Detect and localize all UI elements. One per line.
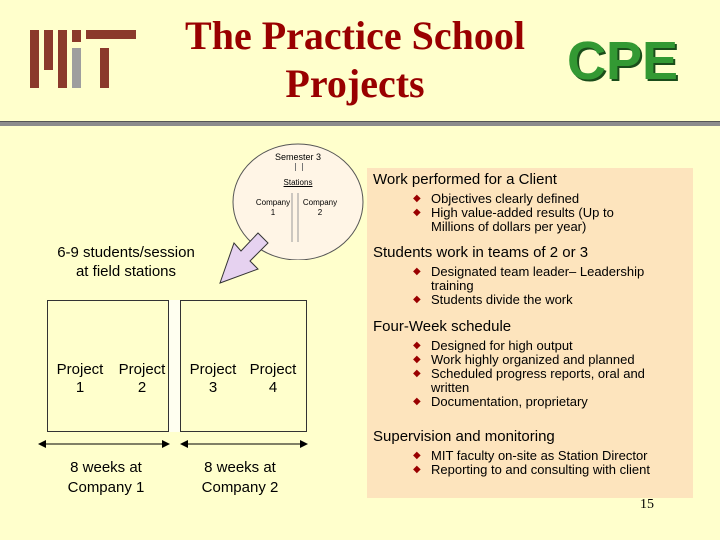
cpe-badge: CPE — [567, 31, 679, 91]
students-note: 6-9 students/session at field stations — [57, 244, 195, 280]
mit-logo — [30, 30, 140, 90]
section-heading: Four-Week schedule — [373, 318, 512, 335]
title-line-2: Projects — [285, 61, 425, 106]
pointer-arrow — [212, 225, 276, 289]
section-3 — [373, 318, 691, 409]
bullet-item: ◆ Reporting to and consulting with client — [401, 463, 691, 477]
project-2: Project 2 — [118, 361, 166, 396]
section-2 — [373, 244, 691, 307]
bullet-item: ◆ Work highly organized and planned — [401, 353, 691, 367]
bullet-item: ◆ High value-added results (Up to Millions of dollars per year) — [401, 206, 691, 234]
company-1-label: Company 1 — [255, 198, 291, 217]
stations-label: Stations — [283, 178, 313, 187]
bullet-item: ◆ Documentation, proprietary — [401, 395, 691, 409]
page-number: 15 — [640, 497, 654, 512]
title-line-1: The Practice School — [185, 13, 525, 58]
bullet-item: ◆ Scheduled progress reports, oral and written — [401, 367, 691, 395]
title-rule — [0, 121, 720, 126]
section-1 — [373, 171, 691, 234]
slide-title — [150, 12, 560, 108]
station-ticks — [295, 163, 303, 171]
column-divider-right — [180, 300, 181, 432]
bullet-item: ◆ Objectives clearly defined — [401, 192, 691, 206]
project-1: Project 1 — [56, 361, 104, 396]
duration-company-2: 8 weeks at Company 2 — [201, 459, 279, 496]
bullet-item: ◆ Students divide the work — [401, 293, 691, 307]
project-3: Project 3 — [189, 361, 237, 396]
section-4 — [373, 428, 691, 477]
section-heading: Work performed for a Client — [373, 171, 557, 188]
duration-company-1: 8 weeks at Company 1 — [67, 459, 145, 496]
bullet-item: ◆ MIT faculty on-site as Station Director — [401, 449, 691, 463]
duration-arrows — [38, 436, 318, 452]
company-2-label: Company 2 — [302, 198, 338, 217]
section-heading: Students work in teams of 2 or 3 — [373, 244, 589, 261]
bullet-item: ◆ Designated team leader– Leadership training — [401, 265, 691, 293]
project-4: Project 4 — [249, 361, 297, 396]
section-heading: Supervision and monitoring — [373, 428, 555, 445]
bullet-item: ◆ Designed for high output — [401, 339, 691, 353]
semester-label: Semester 3 — [274, 152, 322, 162]
